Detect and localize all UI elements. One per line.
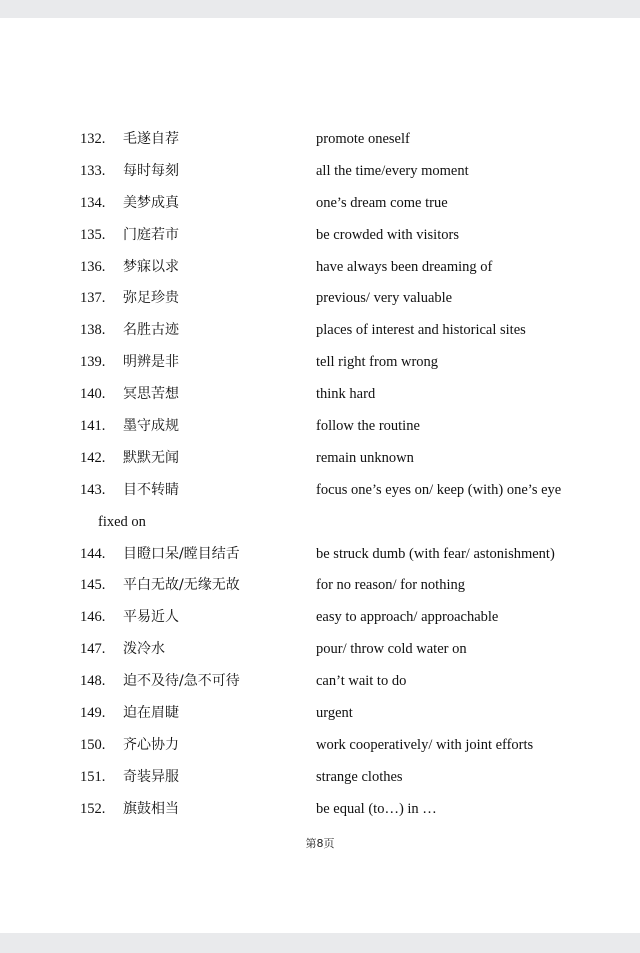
- entry-number: 133.: [80, 162, 106, 179]
- entry-chinese: 齐心协力: [123, 736, 179, 753]
- entry-number: 136.: [80, 258, 106, 275]
- entry-chinese: 毛遂自荐: [123, 131, 179, 147]
- entry-english: previous/ very valuable: [316, 290, 453, 307]
- entry-row: [0, 570, 640, 602]
- entry-chinese: 旗鼓相当: [123, 800, 179, 817]
- entry-row: [0, 475, 640, 507]
- entry-chinese: 明辨是非: [123, 354, 179, 371]
- entry-row: [0, 156, 640, 188]
- entry-row: [0, 124, 640, 156]
- entry-english: can’t wait to do: [316, 673, 407, 690]
- entry-number: 134.: [80, 194, 106, 211]
- entry-row: [0, 283, 640, 315]
- document-page: [0, 18, 640, 933]
- entry-chinese: 目不转睛: [123, 481, 179, 498]
- entry-number: 144.: [80, 545, 106, 562]
- entry-number: 151.: [80, 768, 106, 785]
- entry-chinese: 名胜古迹: [123, 322, 179, 339]
- entry-english: follow the routine: [316, 418, 420, 435]
- entry-number: 149.: [80, 705, 106, 722]
- entry-english: tell right from wrong: [316, 354, 439, 371]
- entry-row: [0, 379, 640, 411]
- entry-row: [0, 347, 640, 379]
- entry-chinese: 迫在眉睫: [123, 705, 179, 722]
- entry-chinese: 奇装异服: [123, 768, 179, 785]
- entry-row: [0, 411, 640, 443]
- entry-english: urgent: [316, 705, 353, 722]
- entry-row: [0, 443, 640, 475]
- entry-continuation-row: [0, 507, 640, 539]
- entry-list: [0, 124, 640, 826]
- entry-row: [0, 698, 640, 730]
- entry-english: work cooperatively/ with joint efforts: [316, 736, 534, 753]
- entry-number: 135.: [80, 226, 106, 243]
- entry-english: have always been dreaming of: [316, 258, 493, 275]
- entry-number: 140.: [80, 386, 106, 403]
- entry-chinese: 冥思苦想: [123, 386, 179, 403]
- entry-english: one’s dream come true: [316, 194, 448, 211]
- entry-number: 137.: [80, 290, 106, 307]
- entry-chinese: 平易近人: [123, 609, 179, 626]
- entry-english: easy to approach/ approachable: [316, 609, 499, 626]
- entry-english: be equal (to…) in …: [316, 800, 437, 817]
- entry-row: [0, 220, 640, 252]
- entry-english: be crowded with visitors: [316, 226, 459, 243]
- entry-number: 152.: [80, 800, 106, 817]
- entry-number: 139.: [80, 354, 106, 371]
- entry-row: [0, 539, 640, 571]
- entry-number: 132.: [80, 131, 106, 147]
- entry-english: places of interest and historical sites: [316, 322, 526, 339]
- entry-row: [0, 315, 640, 347]
- entry-english: promote oneself: [316, 131, 410, 147]
- entry-row: [0, 602, 640, 634]
- page-number: 第8页: [305, 837, 335, 850]
- entry-number: 145.: [80, 577, 106, 594]
- entry-number: 150.: [80, 736, 106, 753]
- entry-number: 141.: [80, 418, 106, 435]
- entry-chinese: 梦寐以求: [123, 258, 179, 275]
- entry-row: [0, 762, 640, 794]
- entry-row: [0, 666, 640, 698]
- entry-number: 148.: [80, 673, 106, 690]
- entry-english: be struck dumb (with fear/ astonishment): [316, 545, 555, 562]
- entry-chinese: 泼冷水: [123, 641, 165, 658]
- entry-chinese: 门庭若市: [123, 226, 179, 243]
- entry-chinese: 平白无故/无缘无故: [123, 577, 240, 594]
- entry-number: 143.: [80, 481, 106, 498]
- entry-number: 146.: [80, 609, 106, 626]
- entry-chinese: 墨守成规: [123, 418, 179, 435]
- entry-english: all the time/every moment: [316, 162, 469, 179]
- entry-number: 142.: [80, 449, 106, 466]
- entry-chinese: 美梦成真: [123, 194, 179, 211]
- entry-row: [0, 794, 640, 826]
- entry-english: strange clothes: [316, 768, 403, 785]
- entry-chinese: 迫不及待/急不可待: [123, 673, 240, 690]
- entry-row: [0, 188, 640, 220]
- entry-row: [0, 730, 640, 762]
- entry-english: for no reason/ for nothing: [316, 577, 465, 594]
- entry-english-continuation: fixed on: [98, 513, 146, 530]
- entry-chinese: 默默无闻: [123, 449, 179, 466]
- entry-chinese: 目瞪口呆/瞠目结舌: [123, 545, 240, 562]
- entry-english: remain unknown: [316, 449, 414, 466]
- entry-number: 138.: [80, 322, 106, 339]
- entry-number: 147.: [80, 641, 106, 658]
- entry-row: [0, 634, 640, 666]
- entry-english: pour/ throw cold water on: [316, 641, 467, 658]
- entry-chinese: 每时每刻: [123, 162, 179, 179]
- entry-english: focus one’s eyes on/ keep (with) one’s eye: [316, 481, 562, 498]
- entry-row: [0, 252, 640, 284]
- entry-english: think hard: [316, 386, 376, 403]
- entry-chinese: 弥足珍贵: [123, 290, 179, 307]
